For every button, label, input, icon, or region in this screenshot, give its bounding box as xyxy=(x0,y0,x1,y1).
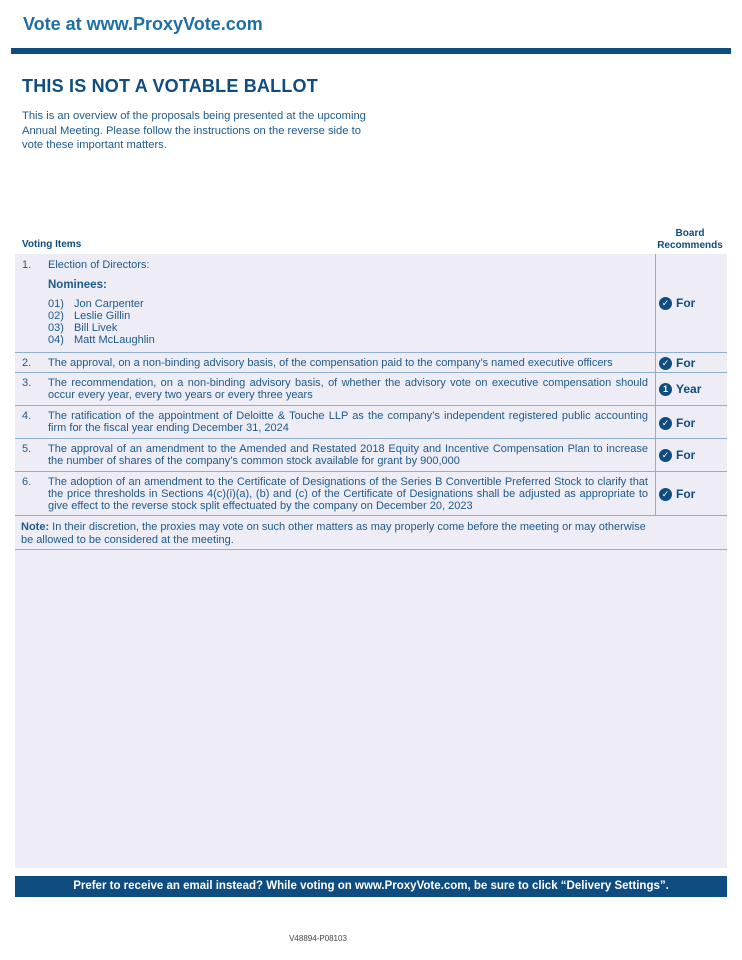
recommendation: For xyxy=(676,416,696,430)
nominee: 02) Leslie Gillin xyxy=(48,310,131,322)
intro-text: This is an overview of the proposals being presented at the upcoming Annual Meeting. Please follow the instructions on the reverse side to vote these important matters. xyxy=(22,110,366,151)
board-recommends-header xyxy=(652,228,728,252)
nominees-label: Nominees: xyxy=(48,279,107,291)
number-one-circle-icon: 1 xyxy=(659,383,672,396)
voting-item-3 xyxy=(15,373,727,406)
voting-items-header: Voting Items xyxy=(22,239,82,250)
recommendation: For xyxy=(676,487,696,501)
item-text: The approval of an amendment to the Amended and Restated 2018 Equity and Incentive Compensation Plan to increase the number of shares of the company’s common stock available for grant by 900,000 xyxy=(48,443,648,467)
item-number: 3. xyxy=(22,377,32,389)
recommendation-cell xyxy=(655,439,727,471)
item-number: 4. xyxy=(22,410,32,422)
voting-item-1 xyxy=(15,254,727,353)
nominee: 04) Matt McLaughlin xyxy=(48,334,155,346)
check-circle-icon: ✓ xyxy=(659,417,672,430)
board-recommends-label: Board Recommends xyxy=(657,228,723,251)
item-number: 6. xyxy=(22,476,32,488)
voting-item-5 xyxy=(15,439,727,472)
check-circle-icon: ✓ xyxy=(659,357,672,370)
recommendation: For xyxy=(676,448,696,462)
document-code: V48894-P08103 xyxy=(289,934,347,943)
note-row xyxy=(15,516,727,550)
item-number: 2. xyxy=(22,357,32,369)
voting-item-4 xyxy=(15,406,727,439)
email-delivery-banner: Prefer to receive an email instead? While voting on www.ProxyVote.com, be sure to click “Delivery Settings”. xyxy=(15,876,727,897)
check-circle-icon: ✓ xyxy=(659,449,672,462)
recommendation-cell xyxy=(655,373,727,405)
note-body: In their discretion, the proxies may vote on such other matters as may properly come before the meeting or may otherwise be allowed to be considered at the meeting. xyxy=(21,521,646,546)
recommendation-cell xyxy=(655,406,727,438)
check-circle-icon: ✓ xyxy=(659,488,672,501)
recommendation-cell xyxy=(655,472,727,515)
site-title: Vote at www.ProxyVote.com xyxy=(23,14,263,34)
recommendation-cell xyxy=(655,254,727,352)
recommendation: For xyxy=(676,296,696,310)
voting-item-2 xyxy=(15,353,727,373)
check-circle-icon: ✓ xyxy=(659,297,672,310)
item-text: The approval, on a non-binding advisory basis, of the compensation paid to the company’s named executive officers xyxy=(48,357,613,369)
note-text xyxy=(21,521,661,546)
nominee: 01) Jon Carpenter xyxy=(48,298,144,310)
item-text xyxy=(48,259,648,346)
nominee: 03) Bill Livek xyxy=(48,322,118,334)
item-text: The ratification of the appointment of Deloitte & Touche LLP as the company’s independent registered public accounting firm for the fiscal year ending December 31, 2024 xyxy=(48,410,648,434)
voting-items-table xyxy=(15,254,727,868)
item-text: The adoption of an amendment to the Certificate of Designations of the Series B Convertible Preferred Stock to clarify that the price thresholds in Sections 4(c)(i)(a), (b) and (c) of the Certificate of Designations shall be adjusted as appropriate to give effect to the reverse stock split effectuated by the company on December 20, 2023 xyxy=(48,476,648,512)
item-number: 5. xyxy=(22,443,32,455)
header-divider xyxy=(11,48,731,54)
recommendation: Year xyxy=(676,382,702,396)
item-number: 1. xyxy=(22,259,32,271)
item-text: The recommendation, on a non-binding advisory basis, of whether the advisory vote on executive compensation should occur every year, every two years or every three years xyxy=(48,377,648,401)
page-title: THIS IS NOT A VOTABLE BALLOT xyxy=(22,76,318,96)
recommendation: For xyxy=(676,356,696,370)
voting-item-6 xyxy=(15,472,727,516)
recommendation-cell xyxy=(655,353,727,372)
note-label: Note: xyxy=(21,521,50,533)
item-title: Election of Directors: xyxy=(48,259,150,271)
